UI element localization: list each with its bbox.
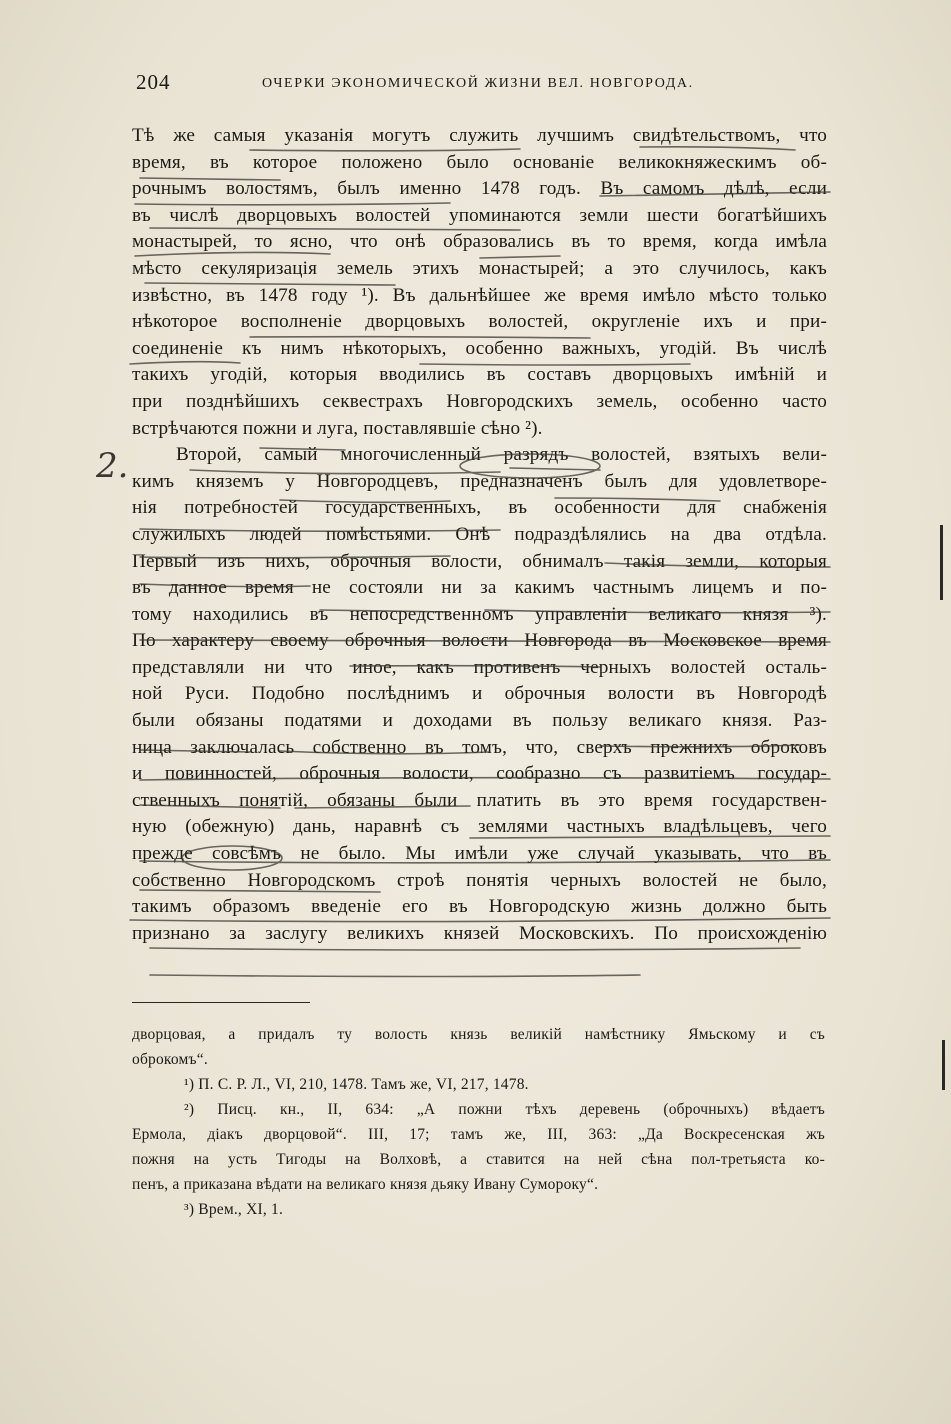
footnotes (132, 1022, 825, 1222)
text-line: ственныхъ понятій, обязаны были платить въ это время государствен- (132, 789, 827, 811)
text-line: представляли ни что иное, какъ противенъ черныхъ волостей осталь- (132, 656, 827, 678)
text-line: встрѣчаются пожни и луга, поставлявшіе сѣно ²). (132, 417, 543, 439)
text-line: служилыхъ людей помѣстьями. Онѣ подраздѣлялись на два отдѣла. (132, 523, 827, 545)
text-line: при позднѣйшихъ секвестрахъ Новгородскихъ земель, особенно часто (132, 390, 827, 412)
text-line: въ числѣ дворцовыхъ волостей упоминаются земли шести богатѣйшихъ (132, 204, 827, 226)
text-line: тому находились въ непосредственномъ управленіи великаго князя ³). (132, 603, 827, 625)
text-line: Первый изъ нихъ, оброчныя волости, обнималъ такія земли, которыя (132, 550, 827, 572)
text-line: Второй, самый многочисленный разрядъ волостей, взятыхъ вели- (176, 444, 827, 466)
text-line: Тѣ же самыя указанія могутъ служить лучшимъ свидѣтельствомъ, что (132, 125, 827, 146)
footnote-line: ³) Врем., XI, 1. (184, 1201, 284, 1218)
text-line: въ данное время не состояли ни за какимъ частнымъ лицемъ и по- (132, 577, 827, 599)
footnote-line: Ермола, діакъ дворцовой“. III, 17; тамъ же, III, 363: „Да Воскресенская жъ (132, 1126, 825, 1143)
footnote-line: оброкомъ“. (132, 1051, 208, 1068)
footnote-line: ¹) П. С. Р. Л., VI, 210, 1478. Тамъ же, VI, 217, 1478. (184, 1076, 529, 1093)
scan-edge-mark (940, 525, 943, 600)
footnote-line: дворцовая, а придалъ ту волость князь великій намѣстнику Ямьскому и съ (132, 1026, 825, 1043)
text-line: рочнымъ волостямъ, былъ именно 1478 годъ. Въ самомъ дѣлѣ, если (132, 178, 827, 200)
text-line: ную (обежную) дань, наравнѣ съ землями частныхъ владѣльцевъ, чего (132, 816, 827, 838)
footnote-line: пожня на усть Тигоды на Волховѣ, а ставится на ней сѣна пол-третьяста ко- (132, 1151, 825, 1168)
text-line: нѣкоторое восполненіе дворцовыхъ волостей, округленіе ихъ и при- (132, 311, 827, 333)
handwritten-margin-note: 2. (96, 446, 129, 486)
text-line: были обязаны податями и доходами въ пользу великаго князя. Раз- (132, 710, 827, 732)
text-line: такимъ образомъ введеніе его въ Новгородскую жизнь должно быть (132, 896, 827, 918)
text-line: собственно Новгородскомъ строѣ понятія черныхъ волостей не было, (132, 869, 827, 891)
scan-edge-mark (942, 1040, 945, 1090)
text-line: ница заключалась собственно въ томъ, что, сверхъ прежнихъ оброковъ (132, 736, 827, 758)
text-line: такихъ угодій, которыя вводились въ составъ дворцовыхъ имѣній и (132, 364, 827, 386)
footnote-separator (132, 1002, 310, 1003)
running-title: ОЧЕРКИ ЭКОНОМИЧЕСКОЙ ЖИЗНИ ВЕЛ. НОВГОРОДА. (262, 76, 694, 91)
text-line: извѣстно, въ 1478 году ¹). Въ дальнѣйшее же время имѣло мѣсто только (132, 284, 827, 306)
text-line: По характеру своему оброчныя волости Новгорода въ Московское время (132, 630, 827, 652)
text-line: прежде совсѣмъ не было. Мы имѣли уже случай указывать, что въ (132, 843, 827, 865)
text-line: соединеніе къ нимъ нѣкоторыхъ, особенно важныхъ, угодій. Въ числѣ (132, 337, 827, 359)
main-text (132, 123, 827, 947)
text-line: кимъ княземъ у Новгородцевъ, предназначенъ былъ для удовлетворе- (132, 470, 827, 492)
text-line: признано за заслугу великихъ князей Московскихъ. По происхожденію (132, 922, 827, 944)
text-line: нія потребностей государственныхъ, въ особенности для снабженія (132, 497, 827, 519)
text-line: мѣсто секуляризація земель этихъ монастырей; а это случилось, какъ (132, 257, 827, 279)
text-line: и повинностей, оброчныя волости, сообразно съ развитіемъ государ- (132, 763, 827, 785)
footnote-line: ²) Писц. кн., II, 634: „А пожни тѣхъ деревень (оброчныхъ) вѣдаетъ (184, 1101, 825, 1118)
text-line: монастырей, то ясно, что онѣ образовались въ то время, когда имѣла (132, 231, 827, 253)
page-number: 204 (136, 70, 171, 94)
footnote-line: пенъ, а приказана вѣдати на великаго князя дьяку Ивану Сумороку“. (132, 1176, 599, 1193)
page-header (136, 70, 836, 100)
text-line: ной Руси. Подобно послѣднимъ и оброчныя волости въ Новгородѣ (132, 683, 827, 705)
text-line: время, въ которое положено было основаніе великокняжескимъ об- (132, 151, 827, 173)
